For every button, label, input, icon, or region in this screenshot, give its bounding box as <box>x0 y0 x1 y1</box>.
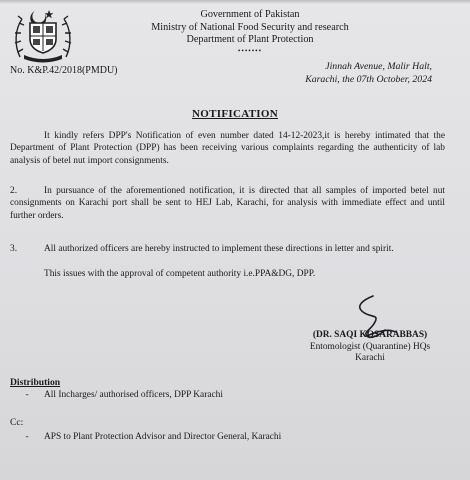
letterhead-department: Department of Plant Protection <box>186 34 314 46</box>
paragraph-1 <box>10 130 445 167</box>
paragraph-2 <box>10 185 445 222</box>
signatory-name: (DR. SAQI KOSARABBAS) <box>312 330 428 340</box>
distribution-item <box>10 390 223 400</box>
paragraph-2-text: In pursuance of the aforementioned notification, it is directed that all samples of imported betel nut consignments on Karachi port shall be sent to HEJ Lab, Karachi, for analysis with immediate effect and until further orders. <box>10 186 445 221</box>
letterhead-ministry: Ministry of National Food Security and research <box>151 21 349 33</box>
letterhead-stars: ••••••• <box>237 46 263 55</box>
address-line: Jinnah Avenue, Malir Halt, <box>325 61 432 72</box>
paragraph-2-number: 2. <box>10 186 18 196</box>
address-block <box>305 60 432 86</box>
reference-number: No. K&P.42/2018(PMDU) <box>10 65 118 76</box>
signatory-city: Karachi <box>355 353 385 364</box>
distribution-item-text: All Incharges/ authorised officers, DPP Karachi <box>44 390 223 400</box>
government-emblem-icon <box>12 5 74 63</box>
paragraph-1-text: It kindly refers DPP's Notification of even number dated 14-12-2023,it is hereby intimated that the Department of Plant Protection (DPP) has been receiving various complaints regarding the authenticity of lab analysis of betel nut import consignments. <box>10 131 445 166</box>
signatory-designation: Entomologist (Quarantine) HQs <box>309 341 431 352</box>
date-line: Karachi, the 07th October, 2024 <box>305 74 432 85</box>
paragraph-3-text: All authorized officers are hereby instructed to implement these directions in letter and spirit. <box>44 244 394 254</box>
cc-label: Cc: <box>10 417 24 428</box>
paragraph-3 <box>10 243 445 255</box>
list-dash: - <box>25 432 29 442</box>
signatory-block <box>295 330 445 365</box>
paragraph-3-number: 3. <box>10 244 18 254</box>
paragraph-4-text: This issues with the approval of competent authority i.e.PPA&DG, DPP. <box>44 269 316 279</box>
list-dash: - <box>25 390 29 400</box>
letterhead-government: Government of Pakistan <box>200 9 300 20</box>
distribution-title: Distribution <box>10 377 61 388</box>
page-edge-shadow <box>0 0 470 4</box>
notification-title: NOTIFICATION <box>192 108 278 120</box>
letterhead <box>120 9 380 56</box>
cc-item-text: APS to Plant Protection Advisor and Director General, Karachi <box>44 432 282 442</box>
cc-item <box>10 432 281 442</box>
